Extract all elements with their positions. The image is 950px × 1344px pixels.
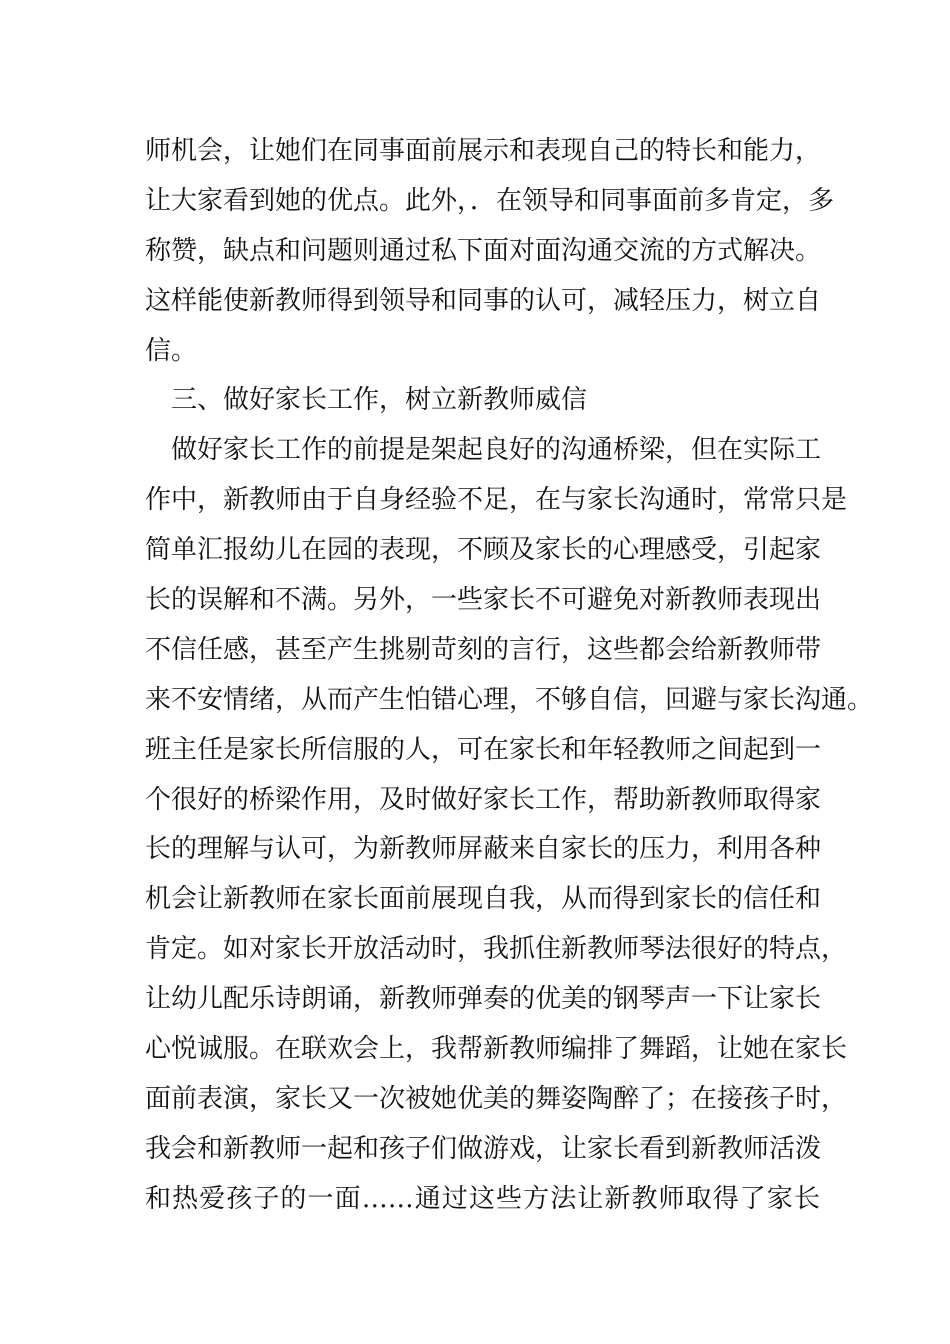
text-line: 个很好的桥梁作用，及时做好家长工作，帮助新教师取得家 [145, 784, 822, 815]
text-line: 让幼儿配乐诗朗诵，新教师弹奏的优美的钢琴声一下让家长 [145, 984, 822, 1015]
text-line: 简单汇报幼儿在园的表现，不顾及家长的心理感受，引起家 [145, 535, 822, 566]
text-line: 长的理解与认可，为新教师屏蔽来自家长的压力，利用各种 [145, 834, 822, 865]
text-line: 机会让新教师在家长面前展现自我，从而得到家长的信任和 [145, 884, 822, 915]
text-line: 让大家看到她的优点。此外，．在领导和同事面前多肯定，多 [145, 185, 835, 216]
text-line: 师机会，让她们在同事面前展示和表现自己的特长和能力， [145, 136, 822, 166]
text-line: 和热爱孩子的一面……通过这些方法让新教师取得了家长 [145, 1183, 820, 1214]
text-line: 不信任感，甚至产生挑剔苛刻的言行，这些都会给新教师带 [145, 634, 822, 665]
text-line: 心悦诚服。在联欢会上，我帮新教师编排了舞蹈，让她在家长 [145, 1034, 848, 1065]
text-line: 信。 [145, 335, 198, 366]
body-text [145, 127, 874, 1225]
text-line: 称赞，缺点和问题则通过私下面对面沟通交流的方式解决。 [145, 235, 822, 266]
text-line: 肯定。如对家长开放活动时，我抓住新教师琴法很好的特点， [145, 934, 848, 965]
text-line: 作中，新教师由于自身经验不足，在与家长沟通时，常常只是 [145, 485, 848, 516]
text-line: 长的误解和不满。另外，一些家长不可避免对新教师表现出 [145, 585, 822, 616]
text-line: 来不安情绪，从而产生怕错心理，不够自信，回避与家长沟通。 [145, 684, 874, 715]
section-heading: 三、做好家长工作，树立新教师威信 [171, 385, 588, 416]
text-line: 这样能使新教师得到领导和同事的认可，减轻压力，树立自 [145, 285, 822, 316]
text-line: 做好家长工作的前提是架起良好的沟通桥梁，但在实际工 [171, 435, 822, 466]
text-line: 面前表演，家长又一次被她优美的舞姿陶醉了；在接孩子时， [145, 1083, 848, 1114]
text-line: 班主任是家长所信服的人，可在家长和年轻教师之间起到一 [145, 734, 822, 765]
text-line: 我会和新教师一起和孩子们做游戏，让家长看到新教师活泼 [145, 1133, 822, 1164]
